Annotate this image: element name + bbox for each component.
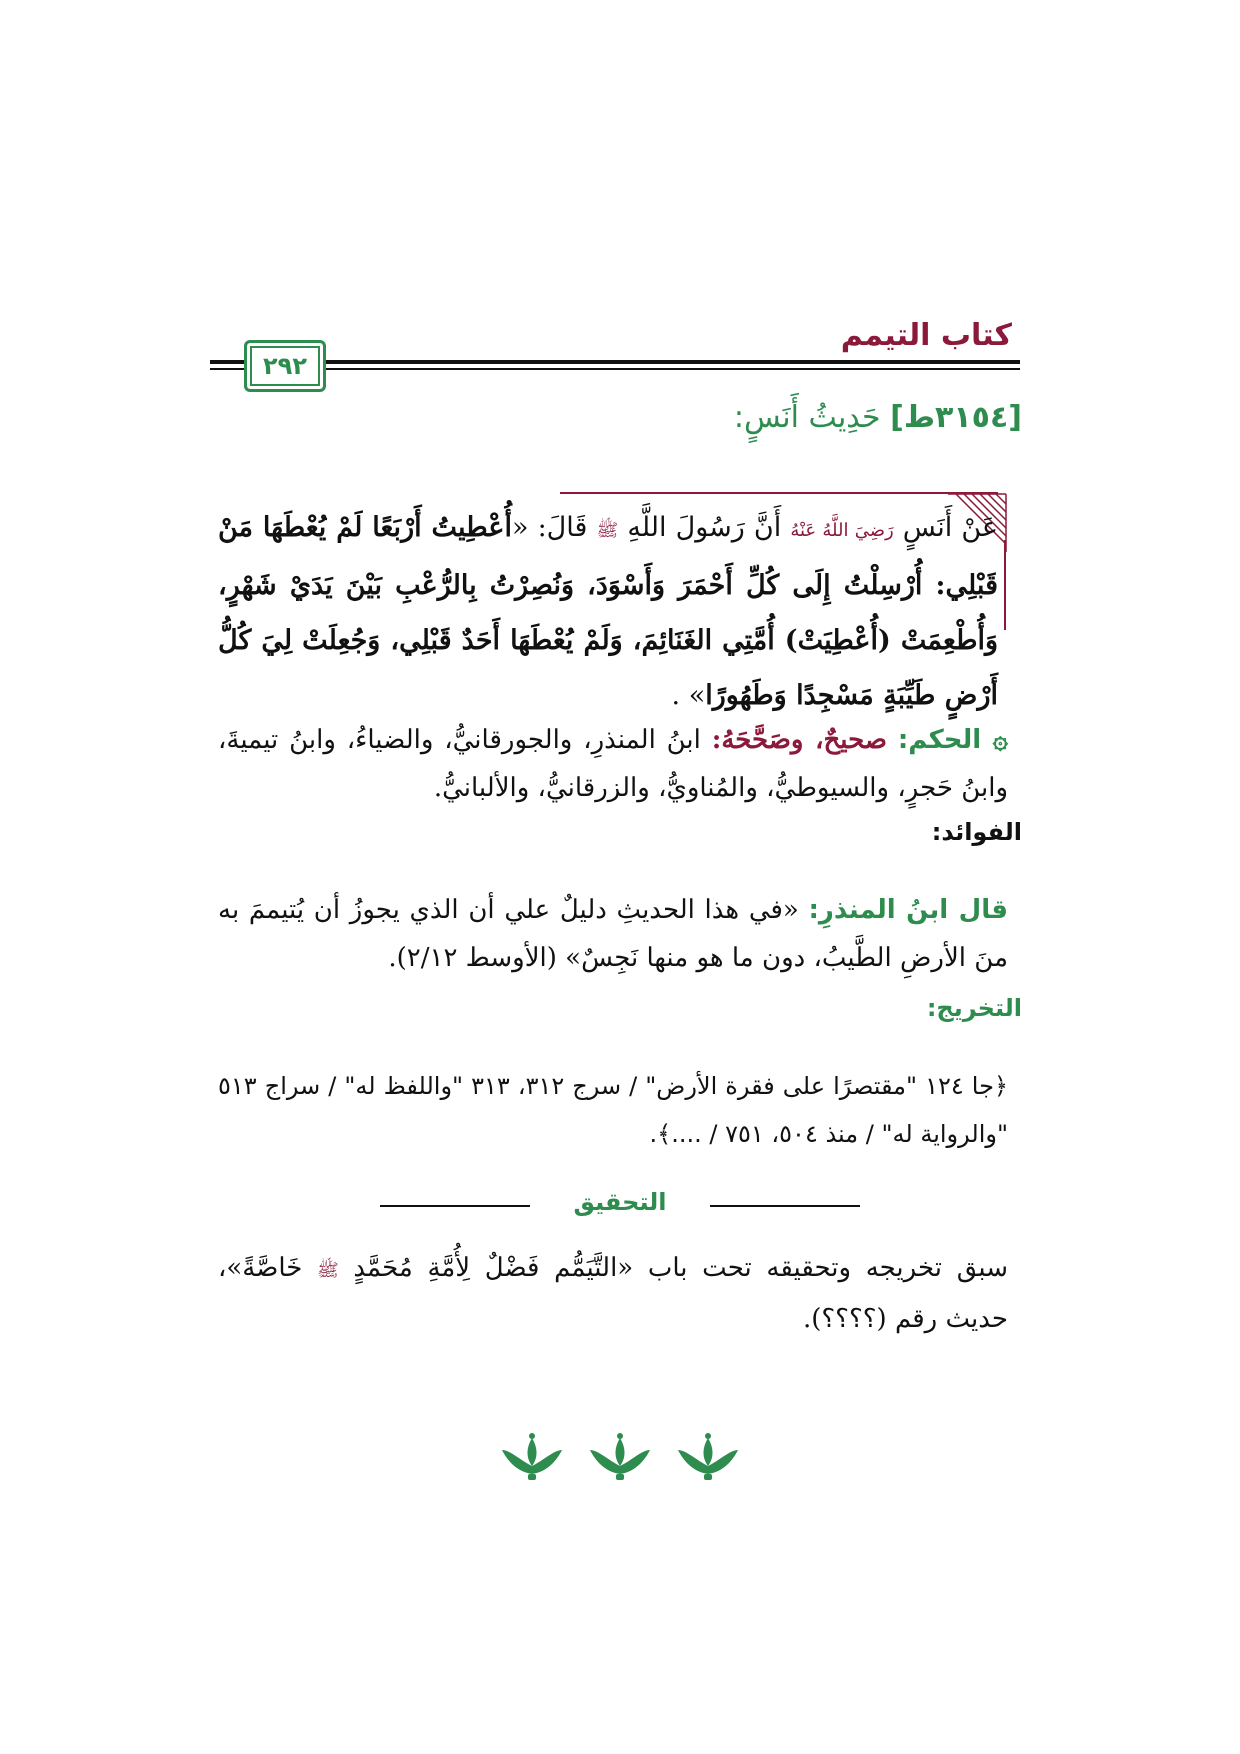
ruling-paragraph <box>218 716 1008 812</box>
takhrij-text: ﴿جا ١٢٤ "مقتصرًا على فقرة الأرض" / سرج ٣١٢، ٣١٣ "واللفظ له" / سراج ٥١٣ "والرواية له" / منذ ٥٠٤، ٧٥١ / ....﴾. <box>218 1072 1009 1148</box>
benefits-speaker: قال ابنُ المنذرِ: <box>808 895 1008 925</box>
benefits-paragraph <box>218 886 1008 982</box>
page-number-badge <box>244 340 326 392</box>
honorific-prophet-2: ﷺ <box>316 1260 339 1281</box>
lotus-ornament-icon <box>500 1432 564 1482</box>
ruling-text: ابنُ المنذرِ، والجورقانيُّ، والضياءُ، وابنُ تيميةَ، وابنُ حَجرٍ، والسيوطيُّ، والمُناويُّ، والزرقانيُّ، والألبانيُّ. <box>218 725 1008 803</box>
hadith-text <box>218 500 998 723</box>
tahqiq-text-before: سبق تخريجه وتحقيقه تحت باب «التَّيَمُّم فَضْلٌ لِأُمَّةِ مُحَمَّدٍ <box>338 1253 1009 1283</box>
takhrij-heading: التخريج: <box>926 994 1022 1022</box>
honorific-prophet: ﷺ <box>596 520 619 541</box>
footer-ornaments <box>500 1432 740 1492</box>
hadith-body: أُعْطِيتُ أَرْبَعًا لَمْ يُعْطَهَا مَنْ قَبْلِي: أُرْسِلْتُ إِلَى كُلِّ أَحْمَرَ وَأَسْوَدَ، وَنُصِرْتُ بِالرُّعْبِ بَيْنَ يَدَيْ شَهْرٍ، وَأُطْعِمَتْ (أُعْطِيَتْ) أُمَّتِي الغَنَائِمَ، وَلَمْ يُعْطَهَا أَحَدٌ قَبْلِي، وَجُعِلَتْ لِيَ كُلُّ أَرْضٍ طَيِّبَةٍ مَسْجِدًا وَطَهُورًا <box>218 512 998 711</box>
hadith-intro: عَنْ أَنَسٍ <box>893 512 999 543</box>
benefits-heading: الفوائد: <box>931 818 1022 846</box>
page-number: ٢٩٢ <box>263 352 307 380</box>
honorific-companion: رَضِيَ اللَّهُ عَنْهُ <box>790 520 894 541</box>
ruling-label: الحكم: <box>897 725 982 755</box>
takhrij-paragraph <box>218 1062 1008 1158</box>
header-rule-thin <box>210 368 1020 370</box>
benefits-text: «في هذا الحديثِ دليلٌ علي أن الذي يجوزُ أن يُتيممَ به منَ الأرضِ الطَّيبُ، دون ما هو منها نَجِسٌ» (الأوسط ٢/١٢). <box>218 895 1008 973</box>
tahqiq-paragraph <box>218 1244 1008 1343</box>
hadith-heading <box>734 400 1022 435</box>
lotus-ornament-icon <box>676 1432 740 1482</box>
ruling-verdict: صحيحٌ، وصَحَّحَهُ: <box>711 725 887 755</box>
hadith-qala: قَالَ: « <box>511 512 597 543</box>
hadith-closing: » . <box>671 680 706 711</box>
section-rule <box>560 492 998 494</box>
tahqiq-text-after: خَاصَّةً»، حديث رقم (؟؟؟؟). <box>218 1253 1008 1334</box>
hadith-mid: أَنَّ رَسُولَ اللَّهِ <box>618 512 791 543</box>
hadith-title: حَدِيثُ أَنَسٍ: <box>733 400 881 435</box>
book-title: كتاب التيمم <box>840 318 1012 353</box>
lotus-ornament-icon <box>588 1432 652 1482</box>
hadith-number: [٣١٥٤ط] <box>890 400 1022 435</box>
side-rule <box>1004 540 1006 630</box>
page-header <box>210 318 1020 393</box>
tahqiq-heading: التحقيق <box>573 1188 667 1216</box>
header-rule <box>210 360 1020 364</box>
tahqiq-divider <box>380 1188 860 1224</box>
flower-bullet-icon: ۞ <box>981 725 1009 755</box>
